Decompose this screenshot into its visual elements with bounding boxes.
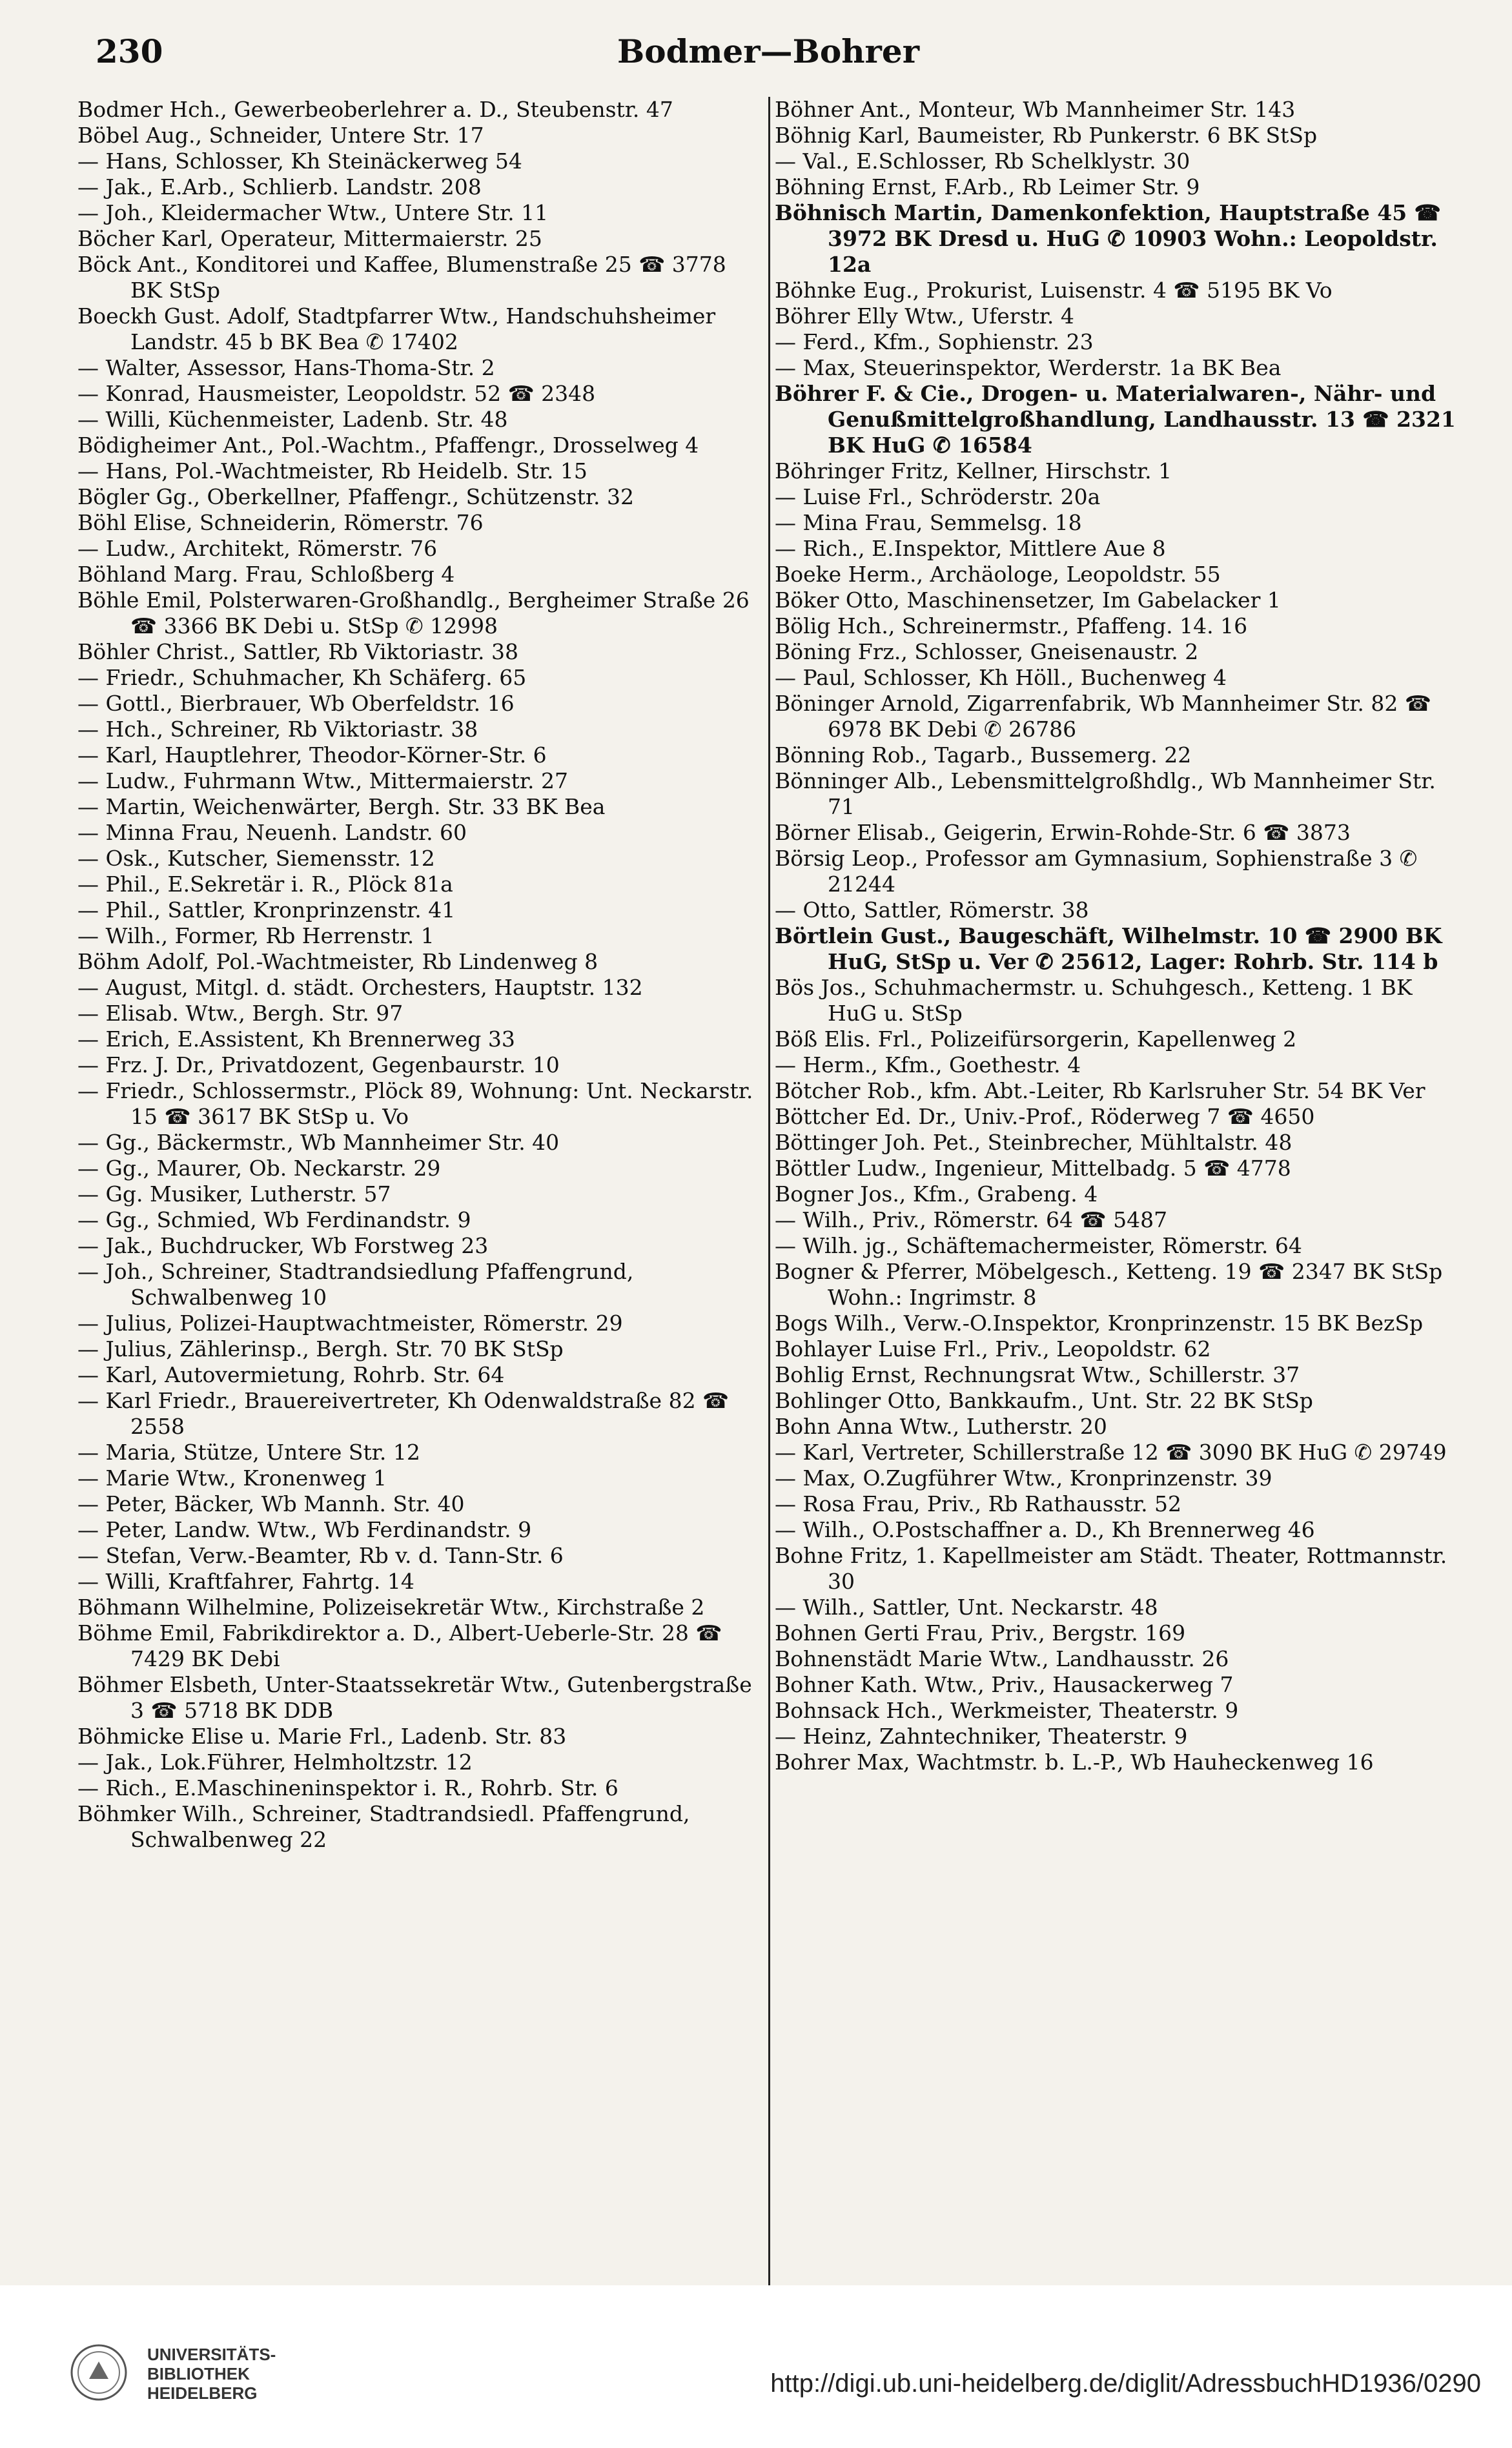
source-url-link[interactable]: http://digi.ub.uni-heidelberg.de/diglit/AdressbuchHD1936/0290 xyxy=(770,2369,1481,2398)
directory-entry: — Gg., Schmied, Wb Ferdinandstr. 9 xyxy=(77,1207,471,1232)
directory-entry: — Wilh., Sattler, Unt. Neckarstr. 48 xyxy=(775,1595,1158,1620)
directory-entry: — Hans, Schlosser, Kh Steinäckerweg 54 xyxy=(77,148,522,174)
directory-entry: — Walter, Assessor, Hans-Thoma-Str. 2 xyxy=(77,355,495,380)
directory-entry: — Minna Frau, Neuenh. Landstr. 60 xyxy=(77,820,467,845)
page-header xyxy=(77,32,1459,77)
directory-entry: Bötcher Rob., kfm. Abt.-Leiter, Rb Karlsruher Str. 54 BK Ver xyxy=(775,1078,1425,1103)
directory-entry: Böhnke Eug., Prokurist, Luisenstr. 4 ☎ 5195 BK Vo xyxy=(775,278,1333,303)
directory-entry: Böker Otto, Maschinensetzer, Im Gabelacker 1 xyxy=(775,587,1281,613)
right-column xyxy=(775,97,1459,1775)
directory-entry: — Peter, Landw. Wtw., Wb Ferdinandstr. 9 xyxy=(77,1517,532,1542)
directory-entry: — Rich., E.Maschineninspektor i. R., Rohrb. Str. 6 xyxy=(77,1775,618,1800)
page-number: 230 xyxy=(96,32,163,70)
directory-entry: Böhle Emil, Polsterwaren-Großhandlg., Bergheimer Straße 26 ☎ 3366 BK Debi u. StSp ✆ 12998 xyxy=(77,587,750,638)
directory-entry: Bölig Hch., Schreinermstr., Pfaffeng. 14. 16 xyxy=(775,613,1248,638)
directory-entry: Böttcher Ed. Dr., Univ.-Prof., Röderweg 7 ☎ 4650 xyxy=(775,1104,1315,1129)
directory-entry: — Maria, Stütze, Untere Str. 12 xyxy=(77,1440,420,1465)
directory-entry: — Gottl., Bierbrauer, Wb Oberfeldstr. 16 xyxy=(77,691,515,716)
directory-entry: — Gg., Maurer, Ob. Neckarstr. 29 xyxy=(77,1156,441,1181)
directory-entry: Bönning Rob., Tagarb., Bussemerg. 22 xyxy=(775,742,1192,768)
directory-entry: — Wilh., Priv., Römerstr. 64 ☎ 5487 xyxy=(775,1207,1168,1232)
directory-entry: Böhl Elise, Schneiderin, Römerstr. 76 xyxy=(77,510,484,535)
directory-entry: — Erich, E.Assistent, Kh Brennerweg 33 xyxy=(77,1026,515,1052)
directory-entry: — Friedr., Schlossermstr., Plöck 89, Wohnung: Unt. Neckarstr. 15 ☎ 3617 BK StSp u. Vo xyxy=(77,1078,753,1129)
directory-entry: Böhler Christ., Sattler, Rb Viktoriastr. 38 xyxy=(77,639,518,664)
directory-entry: — Heinz, Zahntechniker, Theaterstr. 9 xyxy=(775,1724,1188,1749)
directory-entry: Böttinger Joh. Pet., Steinbrecher, Mühltalstr. 48 xyxy=(775,1130,1292,1155)
directory-entry: Böbel Aug., Schneider, Untere Str. 17 xyxy=(77,123,484,148)
directory-entry: — Rich., E.Inspektor, Mittlere Aue 8 xyxy=(775,536,1166,561)
directory-entry: Bogs Wilh., Verw.-O.Inspektor, Kronprinzenstr. 15 BK BezSp xyxy=(775,1311,1424,1336)
library-name-line: BIBLIOTHEK xyxy=(147,2364,250,2383)
directory-entry: Bohner Kath. Wtw., Priv., Hausackerweg 7 xyxy=(775,1672,1234,1697)
directory-entry: Bogner Jos., Kfm., Grabeng. 4 xyxy=(775,1181,1098,1207)
directory-entry: — Hch., Schreiner, Rb Viktoriastr. 38 xyxy=(77,717,478,742)
directory-entry: Bohnsack Hch., Werkmeister, Theaterstr. 9 xyxy=(775,1698,1239,1723)
directory-entry: Böcher Karl, Operateur, Mittermaierstr. 25 xyxy=(77,226,542,251)
directory-entry: — Marie Wtw., Kronenweg 1 xyxy=(77,1465,387,1491)
directory-entry: Böhland Marg. Frau, Schloßberg 4 xyxy=(77,562,455,587)
directory-entry: Bodmer Hch., Gewerbeoberlehrer a. D., Steubenstr. 47 xyxy=(77,97,673,122)
directory-entry: — Gg., Bäckermstr., Wb Mannheimer Str. 40 xyxy=(77,1130,560,1155)
university-seal-icon xyxy=(70,2343,128,2402)
directory-entry: Böhnisch Martin, Damenkonfektion, Hauptstraße 45 ☎ 3972 BK Dresd u. HuG ✆ 10903 Wohn.: Leopoldstr. 12a xyxy=(775,200,1441,277)
directory-entry: — Konrad, Hausmeister, Leopoldstr. 52 ☎ 2348 xyxy=(77,381,596,406)
directory-entry: Bohnen Gerti Frau, Priv., Bergstr. 169 xyxy=(775,1620,1186,1646)
directory-entry: Böttler Ludw., Ingenieur, Mittelbadg. 5 ☎ 4778 xyxy=(775,1156,1291,1181)
directory-entry: Boeke Herm., Archäologe, Leopoldstr. 55 xyxy=(775,562,1221,587)
directory-entry: — Paul, Schlosser, Kh Höll., Buchenweg 4 xyxy=(775,665,1227,690)
directory-entry: — Ludw., Architekt, Römerstr. 76 xyxy=(77,536,438,561)
directory-entry: — Julius, Polizei-Hauptwachtmeister, Römerstr. 29 xyxy=(77,1311,623,1336)
directory-entry: — Val., E.Schlosser, Rb Schelklystr. 30 xyxy=(775,148,1190,174)
directory-entry: Börsig Leop., Professor am Gymnasium, Sophienstraße 3 ✆ 21244 xyxy=(775,846,1418,897)
directory-entry: Bohlinger Otto, Bankkaufm., Unt. Str. 22 BK StSp xyxy=(775,1388,1313,1413)
directory-entry: Bogner & Pferrer, Möbelgesch., Ketteng. 19 ☎ 2347 BK StSp Wohn.: Ingrimstr. 8 xyxy=(775,1259,1443,1310)
directory-entry: Bödigheimer Ant., Pol.-Wachtm., Pfaffengr., Drosselweg 4 xyxy=(77,433,699,458)
directory-entry: Böhringer Fritz, Kellner, Hirschstr. 1 xyxy=(775,458,1172,484)
directory-entry: Böning Frz., Schlosser, Gneisenaustr. 2 xyxy=(775,639,1199,664)
directory-entry: — Max, O.Zugführer Wtw., Kronprinzenstr. 39 xyxy=(775,1465,1272,1491)
directory-entry: — Hans, Pol.-Wachtmeister, Rb Heidelb. Str. 15 xyxy=(77,458,587,484)
directory-entry: Bohlig Ernst, Rechnungsrat Wtw., Schillerstr. 37 xyxy=(775,1362,1300,1387)
directory-entry: — Joh., Schreiner, Stadtrandsiedlung Pfaffengrund, Schwalbenweg 10 xyxy=(77,1259,634,1310)
directory-entry: — Mina Frau, Semmelsg. 18 xyxy=(775,510,1082,535)
directory-entry: Böhning Ernst, F.Arb., Rb Leimer Str. 9 xyxy=(775,174,1200,199)
library-name xyxy=(147,2345,276,2403)
directory-entry: — Stefan, Verw.-Beamter, Rb v. d. Tann-Str. 6 xyxy=(77,1543,564,1568)
directory-entry: — Karl, Vertreter, Schillerstraße 12 ☎ 3090 BK HuG ✆ 29749 xyxy=(775,1440,1447,1465)
directory-entry: Böhrer F. & Cie., Drogen- u. Materialwaren-, Nähr- und Genußmittelgroßhandlung, Landhausstr. 13 ☎ 2321 BK HuG ✆ 16584 xyxy=(775,381,1456,458)
directory-entry: — Jak., E.Arb., Schlierb. Landstr. 208 xyxy=(77,174,482,199)
left-column xyxy=(77,97,762,1853)
directory-entry: — Peter, Bäcker, Wb Mannh. Str. 40 xyxy=(77,1491,465,1516)
directory-entry: Böhmann Wilhelmine, Polizeisekretär Wtw., Kirchstraße 2 xyxy=(77,1595,705,1620)
directory-entry: Böhm Adolf, Pol.-Wachtmeister, Rb Lindenweg 8 xyxy=(77,949,598,974)
directory-entry: — Herm., Kfm., Goethestr. 4 xyxy=(775,1052,1081,1077)
directory-entry: — Karl Friedr., Brauereivertreter, Kh Odenwaldstraße 82 ☎ 2558 xyxy=(77,1388,730,1439)
directory-entry: Bohnenstädt Marie Wtw., Landhausstr. 26 xyxy=(775,1646,1229,1671)
column-divider xyxy=(768,97,770,2292)
directory-entry: — Phil., Sattler, Kronprinzenstr. 41 xyxy=(77,897,456,923)
directory-entry: — Ferd., Kfm., Sophienstr. 23 xyxy=(775,329,1094,354)
directory-entry: Bögler Gg., Oberkellner, Pfaffengr., Schützenstr. 32 xyxy=(77,484,634,509)
directory-entry: Böck Ant., Konditorei und Kaffee, Blumenstraße 25 ☎ 3778 BK StSp xyxy=(77,252,726,303)
library-name-line: HEIDELBERG xyxy=(147,2383,258,2403)
directory-entry: — Elisab. Wtw., Bergh. Str. 97 xyxy=(77,1001,404,1026)
directory-entry: — Rosa Frau, Priv., Rb Rathausstr. 52 xyxy=(775,1491,1182,1516)
directory-entry: Bohne Fritz, 1. Kapellmeister am Städt. Theater, Rottmannstr. 30 xyxy=(775,1543,1447,1594)
directory-entry: — Otto, Sattler, Römerstr. 38 xyxy=(775,897,1089,923)
directory-entry: — Jak., Lok.Führer, Helmholtzstr. 12 xyxy=(77,1749,473,1775)
directory-entry: Bohn Anna Wtw., Lutherstr. 20 xyxy=(775,1414,1107,1439)
directory-entry: — Karl, Autovermietung, Rohrb. Str. 64 xyxy=(77,1362,505,1387)
directory-entry: Böhner Ant., Monteur, Wb Mannheimer Str. 143 xyxy=(775,97,1296,122)
directory-entry: Bös Jos., Schuhmachermstr. u. Schuhgesch., Ketteng. 1 BK HuG u. StSp xyxy=(775,975,1413,1026)
directory-entry: — August, Mitgl. d. städt. Orchesters, Hauptstr. 132 xyxy=(77,975,643,1000)
directory-entry: — Frz. J. Dr., Privatdozent, Gegenbaurstr. 10 xyxy=(77,1052,560,1077)
directory-entry: — Jak., Buchdrucker, Wb Forstweg 23 xyxy=(77,1233,489,1258)
directory-entry: Boeckh Gust. Adolf, Stadtpfarrer Wtw., Handschuhsheimer Landstr. 45 b BK Bea ✆ 17402 xyxy=(77,303,716,354)
directory-entry: Böhnig Karl, Baumeister, Rb Punkerstr. 6 BK StSp xyxy=(775,123,1318,148)
directory-entry: — Martin, Weichenwärter, Bergh. Str. 33 BK Bea xyxy=(77,794,606,819)
directory-entry: — Wilh., Former, Rb Herrenstr. 1 xyxy=(77,923,434,948)
directory-entry: — Joh., Kleidermacher Wtw., Untere Str. 11 xyxy=(77,200,549,225)
running-head: Bodmer—Bohrer xyxy=(617,32,920,70)
directory-entry: Böhmicke Elise u. Marie Frl., Ladenb. Str. 83 xyxy=(77,1724,567,1749)
directory-entry: Böhme Emil, Fabrikdirektor a. D., Albert-Ueberle-Str. 28 ☎ 7429 BK Debi xyxy=(77,1620,722,1671)
directory-entry: — Friedr., Schuhmacher, Kh Schäferg. 65 xyxy=(77,665,527,690)
directory-entry: Böß Elis. Frl., Polizeifürsorgerin, Kapellenweg 2 xyxy=(775,1026,1297,1052)
directory-entry: Bohlayer Luise Frl., Priv., Leopoldstr. 62 xyxy=(775,1336,1211,1362)
library-name-line: UNIVERSITÄTS- xyxy=(147,2345,276,2364)
directory-entry: — Luise Frl., Schröderstr. 20a xyxy=(775,484,1101,509)
directory-entry: Böninger Arnold, Zigarrenfabrik, Wb Mannheimer Str. 82 ☎ 6978 BK Debi ✆ 26786 xyxy=(775,691,1431,742)
directory-entry: — Wilh. jg., Schäftemachermeister, Römerstr. 64 xyxy=(775,1233,1302,1258)
directory-entry: Bohrer Max, Wachtmstr. b. L.-P., Wb Hauheckenweg 16 xyxy=(775,1749,1374,1775)
directory-entry: — Gg. Musiker, Lutherstr. 57 xyxy=(77,1181,391,1207)
directory-entry: — Karl, Hauptlehrer, Theodor-Körner-Str. 6 xyxy=(77,742,547,768)
directory-entry: — Phil., E.Sekretär i. R., Plöck 81a xyxy=(77,872,453,897)
directory-entry: — Max, Steuerinspektor, Werderstr. 1a BK Bea xyxy=(775,355,1282,380)
directory-entry: — Julius, Zählerinsp., Bergh. Str. 70 BK StSp xyxy=(77,1336,564,1362)
directory-entry: Börner Elisab., Geigerin, Erwin-Rohde-Str. 6 ☎ 3873 xyxy=(775,820,1351,845)
directory-entry: — Willi, Küchenmeister, Ladenb. Str. 48 xyxy=(77,407,508,432)
directory-entry: Böhrer Elly Wtw., Uferstr. 4 xyxy=(775,303,1074,329)
footer xyxy=(0,2285,1512,2448)
directory-entry: Bönninger Alb., Lebensmittelgroßhdlg., Wb Mannheimer Str. 71 xyxy=(775,768,1436,819)
directory-entry: — Ludw., Fuhrmann Wtw., Mittermaierstr. 27 xyxy=(77,768,569,793)
directory-entry: Böhmker Wilh., Schreiner, Stadtrandsiedl. Pfaffengrund, Schwalbenweg 22 xyxy=(77,1801,690,1852)
directory-entry: — Osk., Kutscher, Siemensstr. 12 xyxy=(77,846,435,871)
directory-entry: — Willi, Kraftfahrer, Fahrtg. 14 xyxy=(77,1569,414,1594)
directory-entry: Börtlein Gust., Baugeschäft, Wilhelmstr. 10 ☎ 2900 BK HuG, StSp u. Ver ✆ 25612, Lager: Rohrb. Str. 114 b xyxy=(775,923,1442,974)
directory-entry: Böhmer Elsbeth, Unter-Staatssekretär Wtw., Gutenbergstraße 3 ☎ 5718 BK DDB xyxy=(77,1672,752,1723)
directory-entry: — Wilh., O.Postschaffner a. D., Kh Brennerweg 46 xyxy=(775,1517,1315,1542)
